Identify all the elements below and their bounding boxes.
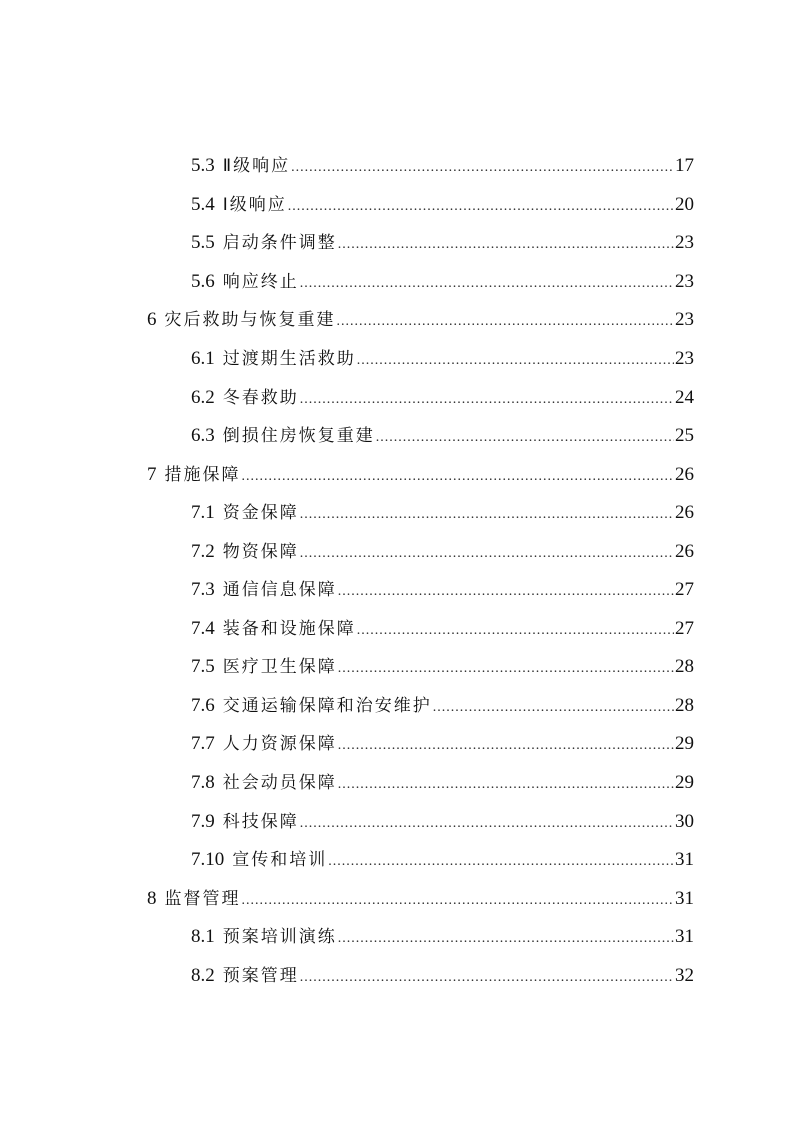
toc-entry-title: 冬春救助	[222, 387, 299, 408]
toc-entry-title: 启动条件调整	[222, 233, 337, 254]
toc-entry-title: 医疗卫生保障	[222, 657, 337, 678]
toc-entry-title: Ⅰ级响应	[222, 194, 287, 215]
toc-entry-page: 32	[675, 964, 694, 986]
toc-leader-dots	[357, 353, 674, 369]
toc-entry-title: 人力资源保障	[222, 734, 337, 755]
toc-entry-title: 预案培训演练	[222, 927, 337, 948]
toc-entry[interactable]	[0, 916, 793, 955]
toc-entry-page: 31	[675, 849, 694, 871]
toc-entry-number: 7.7	[191, 733, 215, 755]
toc-entry-page: 28	[675, 656, 694, 678]
toc-entry-title: 过渡期生活救助	[222, 349, 356, 369]
toc-entry-title: 通信信息保障	[222, 580, 337, 601]
toc-leader-dots	[242, 893, 675, 909]
toc-entry-number: 7.2	[191, 540, 215, 562]
toc-entry-number: 7	[147, 463, 157, 485]
toc-entry-title: 装备和设施保障	[222, 618, 356, 639]
toc-entry-title: 灾后救助与恢复重建	[164, 310, 336, 331]
toc-leader-dots	[300, 507, 674, 523]
toc-leader-dots	[338, 661, 674, 677]
toc-entry-number: 6.3	[191, 425, 215, 447]
toc-entry[interactable]	[0, 685, 793, 724]
toc-entry-title: 科技保障	[222, 811, 299, 832]
toc-entry-page: 31	[675, 926, 694, 948]
toc-leader-dots	[300, 816, 674, 832]
toc-entry-title: 预案管理	[222, 965, 299, 986]
toc-leader-dots	[338, 237, 674, 253]
toc-leader-dots	[300, 392, 674, 408]
toc-leader-dots	[288, 199, 674, 215]
toc-entry-number: 7.3	[191, 579, 215, 601]
toc-leader-dots	[300, 276, 674, 292]
toc-entry-number: 5.3	[191, 155, 215, 177]
toc-entry-page: 23	[675, 232, 694, 254]
toc-leader-dots	[338, 931, 674, 947]
toc-entry-number: 7.8	[191, 772, 215, 794]
toc-entry-title: 响应终止	[222, 271, 299, 292]
toc-entry-number: 6.2	[191, 386, 215, 408]
toc-entry[interactable]	[0, 261, 793, 300]
toc-entry-page: 25	[675, 425, 694, 447]
toc-leader-dots	[433, 700, 674, 716]
toc-entry[interactable]	[0, 299, 793, 338]
toc-entry[interactable]	[0, 569, 793, 608]
toc-leader-dots	[357, 623, 674, 639]
toc-entry[interactable]	[0, 723, 793, 762]
toc-leader-dots	[291, 160, 674, 176]
toc-entry-number: 5.5	[191, 232, 215, 254]
toc-entry-page: 23	[675, 348, 694, 369]
toc-entry[interactable]	[0, 492, 793, 531]
toc-entry[interactable]	[0, 839, 793, 878]
toc-entry-number: 5.6	[191, 270, 215, 292]
toc-entry-page: 28	[675, 694, 694, 716]
toc-entry-title: 措施保障	[164, 464, 241, 485]
toc-entry[interactable]	[0, 453, 793, 492]
toc-entry-number: 7.1	[191, 502, 215, 524]
toc-leader-dots	[338, 777, 674, 793]
toc-entry-title: 物资保障	[222, 541, 299, 562]
toc-entry-number: 8	[147, 887, 157, 909]
toc-leader-dots	[338, 738, 674, 754]
toc-entry-page: 23	[675, 270, 694, 292]
toc-entry[interactable]	[0, 145, 793, 184]
toc-entry-page: 26	[675, 502, 694, 524]
toc-leader-dots	[337, 314, 675, 330]
toc-entry-page: 31	[675, 887, 694, 909]
toc-entry-number: 6	[147, 309, 157, 331]
toc-entry-page: 24	[675, 386, 694, 408]
toc-entry-title: 宣传和培训	[232, 850, 328, 871]
toc-entry-page: 30	[675, 810, 694, 832]
toc-entry[interactable]	[0, 800, 793, 839]
toc-entry-title: 倒损住房恢复重建	[222, 426, 375, 447]
toc-entry-page: 27	[675, 617, 694, 639]
toc-entry-page: 26	[675, 540, 694, 562]
toc-entry-number: 6.1	[191, 348, 215, 369]
toc-entry[interactable]	[0, 954, 793, 993]
toc-entry-number: 7.4	[191, 617, 215, 639]
toc-entry-title: 社会动员保障	[222, 773, 337, 794]
toc-entry-number: 5.4	[191, 193, 215, 215]
toc-entry[interactable]	[0, 222, 793, 261]
toc-entry[interactable]	[0, 184, 793, 223]
toc-entry[interactable]	[0, 338, 793, 377]
toc-entry-page: 17	[675, 155, 694, 177]
toc-entry[interactable]	[0, 415, 793, 454]
toc-entry-title: 交通运输保障和治安维护	[222, 695, 432, 716]
toc-entry-page: 29	[675, 733, 694, 755]
toc-entry-title: 监督管理	[164, 888, 241, 909]
toc-entry[interactable]	[0, 608, 793, 647]
toc-entry[interactable]	[0, 530, 793, 569]
toc-entry-page: 26	[675, 463, 694, 485]
toc-leader-dots	[300, 546, 674, 562]
toc-entry-number: 7.9	[191, 810, 215, 832]
toc-leader-dots	[242, 469, 675, 485]
toc-leader-dots	[376, 430, 674, 446]
toc-entry-number: 7.6	[191, 694, 215, 716]
toc-entry[interactable]	[0, 646, 793, 685]
table-of-contents	[0, 145, 793, 993]
toc-entry[interactable]	[0, 877, 793, 916]
toc-entry-page: 20	[675, 193, 694, 215]
toc-leader-dots	[328, 854, 674, 870]
toc-entry[interactable]	[0, 762, 793, 801]
toc-entry[interactable]	[0, 376, 793, 415]
toc-entry-number: 7.5	[191, 656, 215, 678]
toc-entry-page: 29	[675, 772, 694, 794]
toc-entry-title: Ⅱ级响应	[222, 156, 291, 177]
toc-entry-title: 资金保障	[222, 503, 299, 524]
toc-entry-number: 8.1	[191, 926, 215, 948]
toc-entry-number: 8.2	[191, 964, 215, 986]
toc-entry-number: 7.10	[191, 849, 225, 871]
toc-leader-dots	[338, 584, 674, 600]
toc-entry-page: 27	[675, 579, 694, 601]
toc-leader-dots	[300, 970, 674, 986]
toc-entry-page: 23	[675, 309, 694, 331]
